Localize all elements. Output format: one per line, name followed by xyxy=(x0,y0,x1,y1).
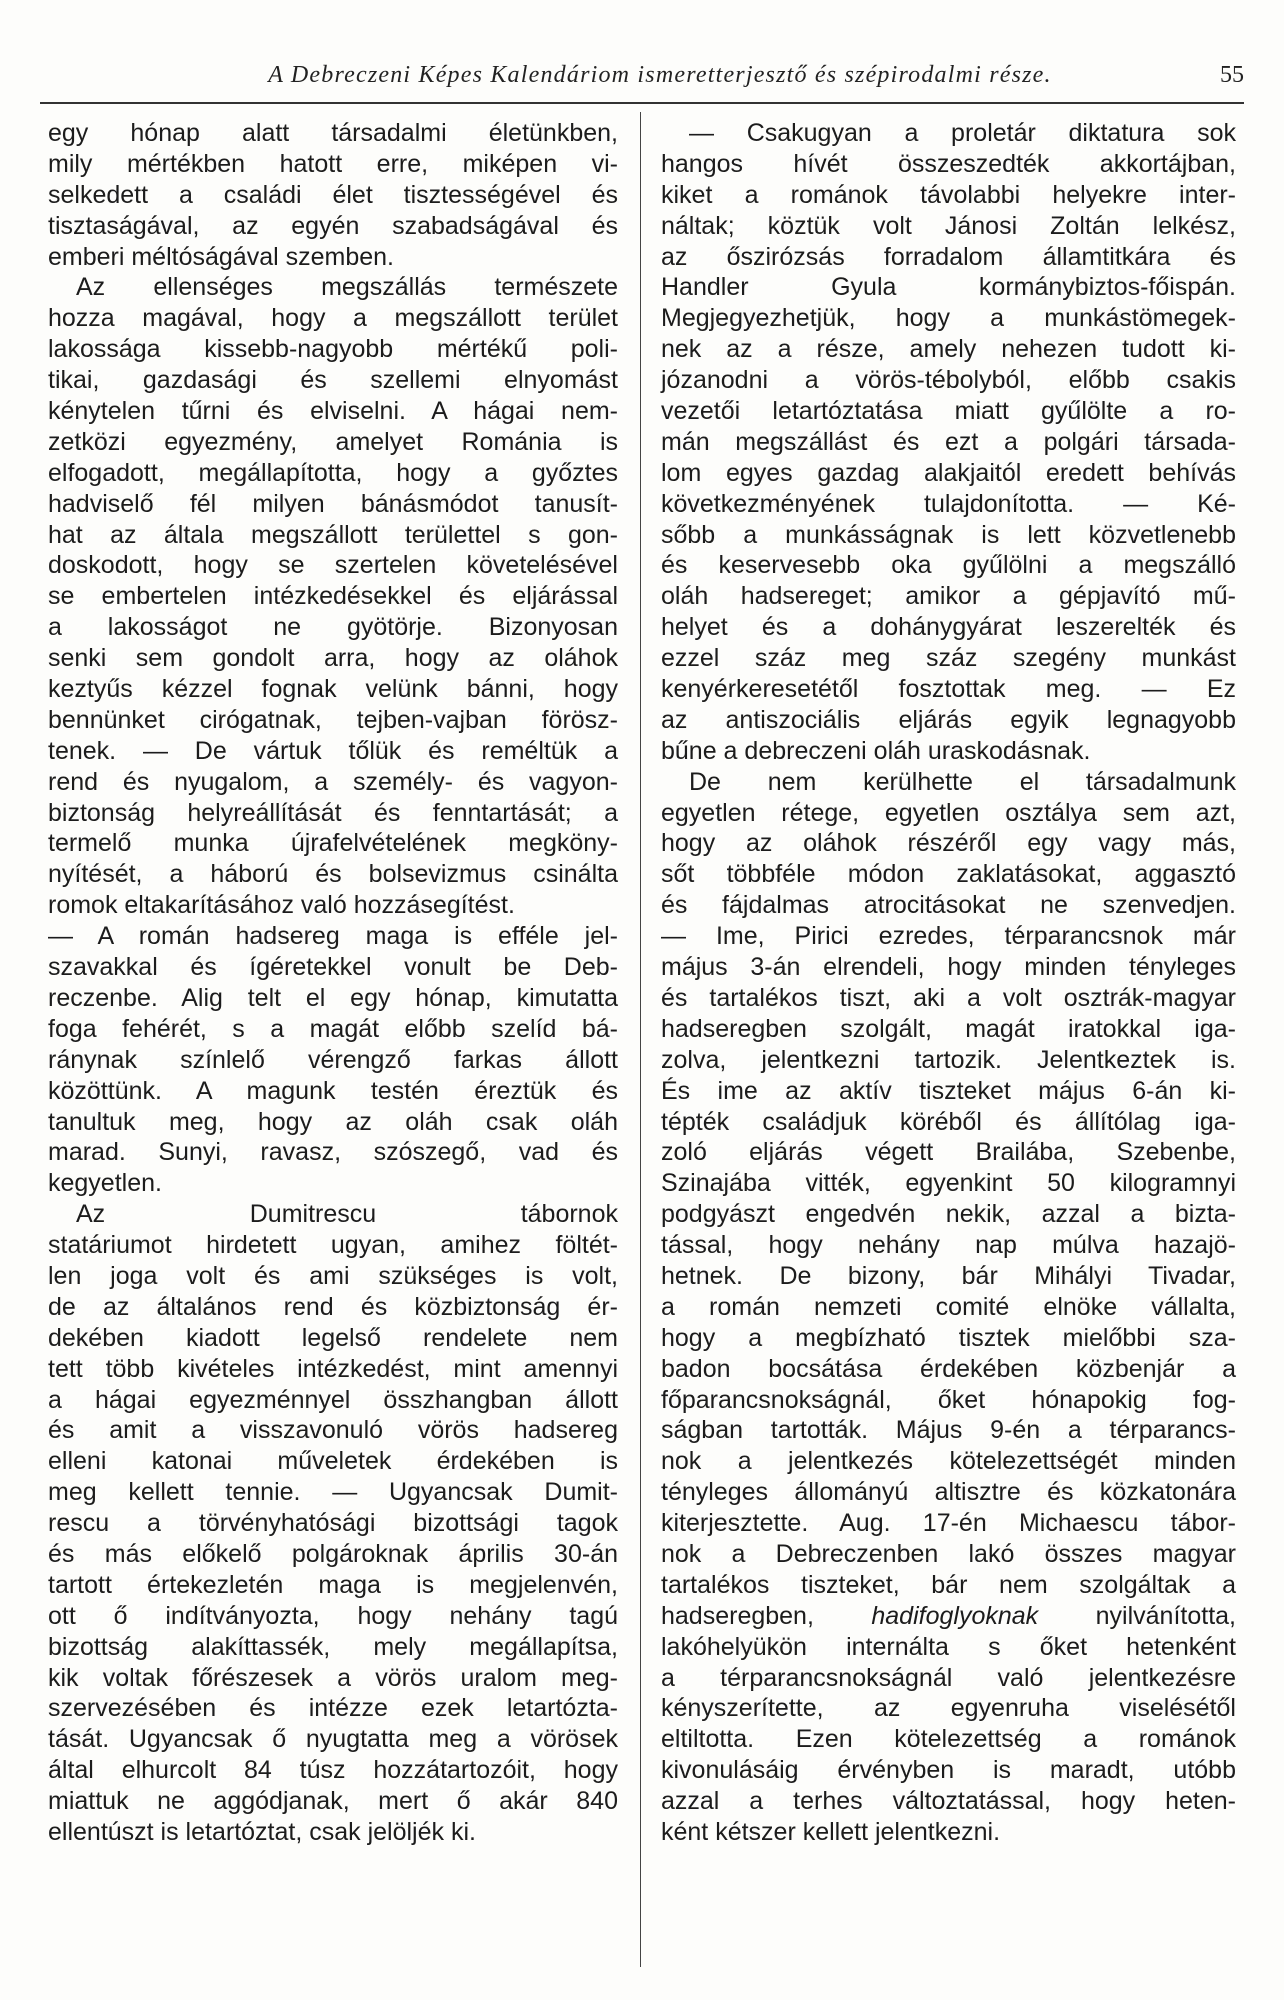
text-line: nek az a része, amely nehezen tudott ki- xyxy=(661,335,1236,364)
text-line: bennünket cirógatnak, tejben-vajban förösz- xyxy=(48,705,618,734)
running-title: A Debreczeni Képes Kalendáriom ismeretterjesztő és szépirodalmi része. xyxy=(268,62,1052,88)
text-line: hangos hívét összeszedték akkortájban, xyxy=(661,149,1236,178)
text-line: náltak; köztük volt Jánosi Zoltán lelkész, xyxy=(661,211,1236,240)
text-line: és keservesebb oka gyűlölni a megszálló xyxy=(661,551,1236,580)
text-line: zetközi egyezmény, amelyet Románia is xyxy=(48,427,618,456)
text-line: de az általános rend és közbiztonság ér- xyxy=(48,1292,618,1321)
page-number: 55 xyxy=(1220,62,1244,88)
text-line: tással, hogy nehány nap múlva hazajö- xyxy=(661,1231,1236,1260)
text-line: a lakosságot ne gyötörje. Bizonyosan xyxy=(48,613,618,642)
text-line: következményének tulajdonította. — Ké- xyxy=(661,489,1236,518)
running-head xyxy=(40,62,1244,102)
text-line: tartalékos tiszteket, bár nem szolgáltak a xyxy=(661,1570,1236,1599)
text-segment: nyilvánította, xyxy=(1038,1601,1236,1630)
text-line: termelő munka újrafelvételének megköny- xyxy=(48,829,618,858)
text-line: tását. Ugyancsak ő nyugtatta meg a vörösek xyxy=(48,1725,618,1754)
text-line: se embertelen intézkedésekkel és eljárással xyxy=(48,582,618,611)
text-line: sőt többféle módon zaklatásokat, aggasztó xyxy=(661,860,1236,889)
text-line: — A román hadsereg maga is efféle jel- xyxy=(48,922,618,951)
text-line: lakóhelyükön internálta s őket hetenként xyxy=(661,1632,1236,1661)
text-line: hat az általa megszállott területtel s gon- xyxy=(48,520,618,549)
text-line: hozza magával, hogy a megszállott terület xyxy=(48,304,618,333)
text-line: tanultuk meg, hogy az oláh csak oláh xyxy=(48,1107,618,1136)
text-line: elleni katonai műveletek érdekében is xyxy=(48,1447,618,1476)
text-line: romok eltakarításához való hozzásegítést. xyxy=(48,891,515,920)
text-line: az őszirózsás forradalom államtitkára és xyxy=(661,242,1236,271)
right-text-column xyxy=(661,118,1236,1848)
text-line: józanodni a vörös-tébolyból, előbb csakis xyxy=(661,366,1236,395)
text-line: lakossága kissebb-nagyobb mértékű poli- xyxy=(48,335,618,364)
text-line: nyítését, a háború és bolsevizmus csinálta xyxy=(48,860,618,889)
text-line: bűne a debreczeni oláh uraskodásnak. xyxy=(661,736,1091,765)
text-line: zolva, jelentkezni tartozik. Jelentkeztek is. xyxy=(661,1045,1236,1074)
text-line: nok a jelentkezés kötelezettségét minden xyxy=(661,1447,1236,1476)
text-line: május 3-án elrendeli, hogy minden tényleges xyxy=(661,953,1236,982)
text-line: a hágai egyezménnyel összhangban állott xyxy=(48,1385,618,1414)
emphasized-word: hadifoglyoknak xyxy=(871,1601,1039,1630)
text-line: által elhurcolt 84 túsz hozzátartozóit, hogy xyxy=(48,1756,618,1785)
text-line: és amit a visszavonuló vörös hadsereg xyxy=(48,1416,618,1445)
text-line: a térparancsnokságnál való jelentkezésre xyxy=(661,1663,1236,1692)
text-line: tartott értekezletén maga is megjelenvén, xyxy=(48,1570,618,1599)
text-line: doskodott, hogy se szertelen követelésével xyxy=(48,551,618,580)
text-line: keztyűs kézzel fognak velünk bánni, hogy xyxy=(48,675,618,704)
text-line: ezzel száz meg száz szegény munkást xyxy=(661,644,1236,673)
text-line: hetnek. De bizony, bár Mihályi Tivadar, xyxy=(661,1261,1236,1290)
text-line: oláh hadsereget; amikor a gépjavító mű- xyxy=(661,582,1236,611)
text-line: lom egyes gazdag alakjaitól eredett behívás xyxy=(661,458,1236,487)
text-line: ságban tartották. Május 9-én a térparancs- xyxy=(661,1416,1236,1445)
text-line: kénytelen tűrni és elviselni. A hágai nem- xyxy=(48,397,618,426)
text-line: ránynak színlelő vérengző farkas állott xyxy=(48,1045,618,1074)
text-line: tenek. — De vártuk tőlük és reméltük a xyxy=(48,736,618,765)
text-line: az antiszociális eljárás egyik legnagyobb xyxy=(661,705,1236,734)
text-line: ként kétszer kellett jelentkezni. xyxy=(661,1817,1001,1846)
text-line: biztonság helyreállítását és fenntartását; a xyxy=(48,798,618,827)
text-line: statáriumot hirdetett ugyan, amihez föltét- xyxy=(48,1231,618,1260)
text-line: Megjegyezhetjük, hogy a munkástömegek- xyxy=(661,304,1236,333)
text-line: kiterjesztette. Aug. 17-én Michaescu tábor- xyxy=(661,1509,1236,1538)
text-line: dekében kiadott legelső rendelete nem xyxy=(48,1323,618,1352)
text-line: kegyetlen. xyxy=(48,1169,162,1198)
text-line: mán megszállást és ezt a polgári társada- xyxy=(661,427,1236,456)
text-line: ott ő indítványozta, hogy nehány tagú xyxy=(48,1601,618,1630)
text-line: rescu a törvényhatósági bizottsági tagok xyxy=(48,1509,618,1538)
text-line: szervezésében és intézze ezek letartózta- xyxy=(48,1694,618,1723)
text-line: kényszerítette, az egyenruha viselésétől xyxy=(661,1694,1236,1723)
text-line: emberi méltóságával szemben. xyxy=(48,242,394,271)
text-line: tényleges állományú altisztre és közkatonára xyxy=(661,1478,1236,1507)
text-line: és más előkelő polgároknak április 30-án xyxy=(48,1539,618,1568)
header-rule xyxy=(40,102,1244,104)
text-line: podgyászt engedvén nekik, azzal a bizta- xyxy=(661,1200,1236,1229)
text-line: vezetői letartóztatása miatt gyűlölte a ro- xyxy=(661,397,1236,426)
text-line: reczenbe. Alig telt el egy hónap, kimutatta xyxy=(48,983,618,1012)
text-line: — Ime, Pirici ezredes, térparancsnok már xyxy=(661,922,1236,951)
text-line: eltiltotta. Ezen kötelezettség a románok xyxy=(661,1725,1236,1754)
text-line: hadviselő fél milyen bánásmódot tanusít- xyxy=(48,489,618,518)
text-line: hadseregben szolgált, magát iratokkal iga- xyxy=(661,1014,1236,1043)
text-line: kik voltak főrészesek a vörös uralom meg- xyxy=(48,1663,618,1692)
text-line: foga fehérét, s a magát előbb szelíd bá- xyxy=(48,1014,618,1043)
text-line: Az ellenséges megszállás természete xyxy=(76,273,618,302)
text-line: egyetlen rétege, egyetlen osztálya sem azt, xyxy=(661,798,1236,827)
text-line: hogy a megbízható tisztek mielőbbi sza- xyxy=(661,1323,1236,1352)
text-line: Handler Gyula kormánybiztos-főispán. xyxy=(661,273,1236,302)
text-line: hogy az oláhok részéről egy vagy más, xyxy=(661,829,1236,858)
text-line: mily mértékben hatott erre, miképen vi- xyxy=(48,149,618,178)
text-line: közöttünk. A magunk testén éreztük és xyxy=(48,1076,618,1105)
text-line: elfogadott, megállapította, hogy a győztes xyxy=(48,458,618,487)
text-line: és tartalékos tiszt, aki a volt osztrák-magyar xyxy=(661,983,1236,1012)
text-line: sőbb a munkásságnak is lett közvetlenebb xyxy=(661,520,1236,549)
text-line: meg kellett tennie. — Ugyancsak Dumit- xyxy=(48,1478,618,1507)
text-line: De nem kerülhette el társadalmunk xyxy=(689,767,1236,796)
text-line: kivonulásáig érvényben is maradt, utóbb xyxy=(661,1756,1236,1785)
text-line: tett több kivételes intézkedést, mint amennyi xyxy=(48,1354,618,1383)
text-line: ellentúszt is letartóztat, csak jelöljék ki. xyxy=(48,1817,476,1846)
text-line: badon bocsátása érdekében közbenjár a xyxy=(661,1354,1236,1383)
text-line: szavakkal és ígéretekkel vonult be Deb- xyxy=(48,953,618,982)
text-line: rend és nyugalom, a személy- és vagyon- xyxy=(48,767,618,796)
text-line: helyet és a dohánygyárat leszerelték és xyxy=(661,613,1236,642)
text-line: miattuk ne aggódjanak, mert ő akár 840 xyxy=(48,1787,618,1816)
column-divider xyxy=(640,112,641,1967)
text-line: — Csakugyan a proletár diktatura sok xyxy=(689,119,1236,147)
text-line: marad. Sunyi, ravasz, szószegő, vad és xyxy=(48,1138,618,1167)
text-line: Az Dumitrescu tábornok xyxy=(76,1200,618,1229)
text-line: főparancsnokságnál, őket hónapokig fog- xyxy=(661,1385,1236,1414)
text-line: tisztaságával, az egyén szabadságával és xyxy=(48,211,618,240)
text-line: azzal a terhes változtatással, hogy heten- xyxy=(661,1787,1236,1816)
text-line: És ime az aktív tiszteket május 6-án ki- xyxy=(661,1076,1236,1105)
text-line: len joga volt és ami szükséges is volt, xyxy=(48,1261,618,1290)
text-line: kiket a románok távolabbi helyekre inter- xyxy=(661,180,1236,209)
text-line: tikai, gazdasági és szellemi elnyomást xyxy=(48,366,618,395)
text-line: Szinajába vitték, egyenkint 50 kilogramnyi xyxy=(661,1169,1236,1198)
text-line: zoló eljárás végett Brailába, Szebenbe, xyxy=(661,1138,1236,1167)
text-line: bizottság alakíttassék, mely megállapítsa, xyxy=(48,1632,618,1661)
text-line: egy hónap alatt társadalmi életünkben, xyxy=(48,119,618,147)
text-line: nok a Debreczenben lakó összes magyar xyxy=(661,1539,1236,1568)
text-segment: hadseregben, xyxy=(661,1601,872,1630)
text-line: senki sem gondolt arra, hogy az oláhok xyxy=(48,644,618,673)
text-line: kenyérkeresetétől fosztottak meg. — Ez xyxy=(661,675,1236,704)
text-line: a román nemzeti comité elnöke vállalta, xyxy=(661,1292,1236,1321)
text-line xyxy=(661,1601,1236,1632)
text-line: selkedett a családi élet tisztességével és xyxy=(48,180,618,209)
left-text-column xyxy=(48,118,618,1848)
text-line: tépték családjuk köréből és állítólag iga- xyxy=(661,1107,1236,1136)
text-line: és fájdalmas atrocitásokat ne szenvedjen. xyxy=(661,891,1236,920)
